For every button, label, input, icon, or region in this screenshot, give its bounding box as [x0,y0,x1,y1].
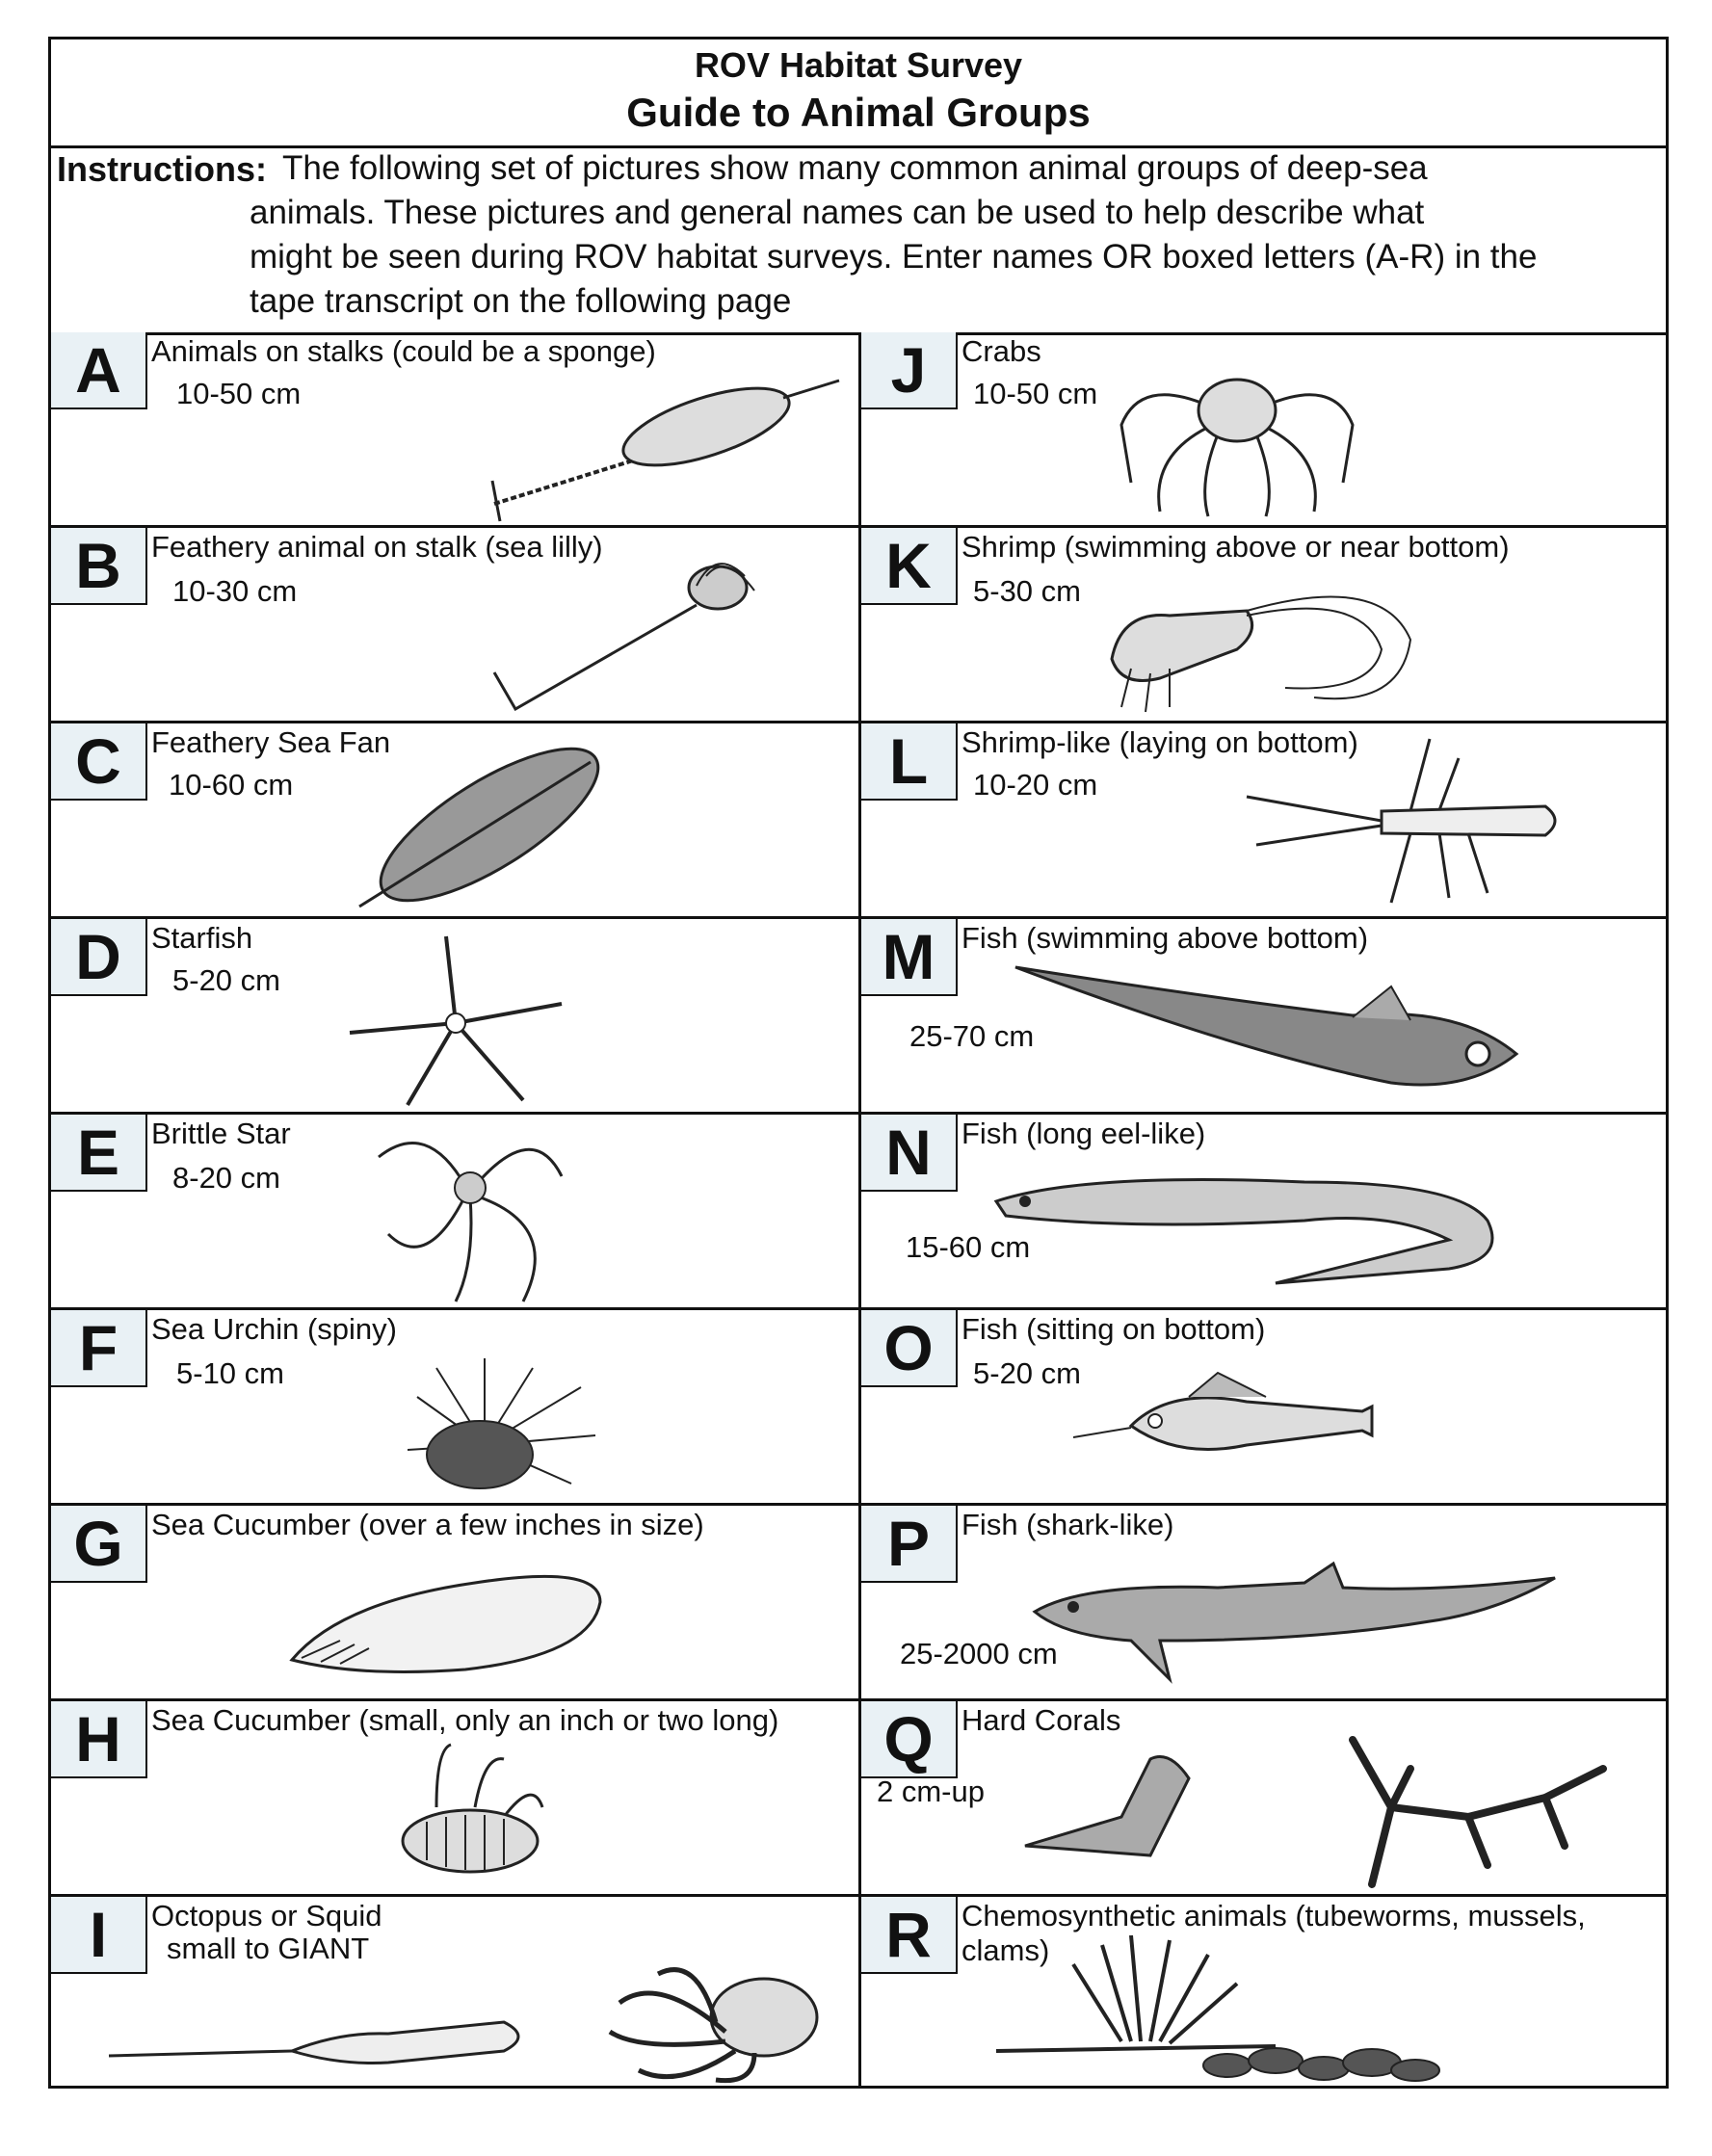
tubeworms-icon [987,1926,1449,2085]
stalked-sponge-icon [475,359,851,523]
group-name: Fish (long eel-like) [961,1117,1206,1150]
group-size: 5-20 cm [973,1356,1081,1390]
group-name: Sea Cucumber (over a few inches in size) [151,1508,704,1541]
group-letter: H [51,1701,147,1778]
crab-icon [1102,338,1372,521]
group-letter: I [51,1897,147,1974]
group-name: Feathery Sea Fan [151,725,391,759]
shark-icon [1025,1554,1565,1689]
group-cell-o [861,1310,1669,1506]
group-size: clams) [961,1933,1050,1967]
group-size: 25-2000 cm [900,1637,1058,1670]
group-name: Shrimp (swimming above or near bottom) [961,530,1510,564]
sea-cucumber-small-icon [379,1740,562,1884]
group-letter: R [861,1897,958,1974]
group-name: Fish (shark-like) [961,1508,1174,1541]
animal-groups-grid [51,332,1666,2089]
group-size: 5-10 cm [176,1356,284,1390]
group-letter: K [861,528,958,605]
page-title: ROV Habitat Survey [694,45,1023,85]
instructions-label: Instructions: [57,149,268,189]
group-name: Octopus or Squid [151,1899,382,1933]
group-name: Brittle Star [151,1117,291,1150]
group-cell-k [861,528,1669,723]
group-size: small to GIANT [167,1932,370,1965]
group-cell-a [51,332,861,528]
group-cell-e [51,1115,861,1310]
group-size: 10-50 cm [973,377,1098,410]
group-cell-j [861,332,1669,528]
instructions-line-4: tape transcript on the following page [250,282,792,320]
group-cell-c [51,723,861,919]
group-size: 2 cm-up [877,1775,985,1808]
group-cell-b [51,528,861,723]
group-name: Animals on stalks (could be a sponge) [151,334,656,368]
title-box [51,39,1666,148]
group-letter: Q [861,1701,958,1778]
group-cell-m [861,919,1669,1115]
group-cell-n [861,1115,1669,1310]
group-letter: B [51,528,147,605]
group-size: 25-70 cm [909,1019,1035,1053]
bottom-fish-icon [1073,1368,1382,1474]
group-letter: N [861,1115,958,1192]
group-name: Sea Urchin (spiny) [151,1312,397,1346]
sea-urchin-icon [408,1358,600,1503]
group-name: Chemosynthetic animals (tubeworms, mussels, [961,1899,1586,1933]
group-size: 10-50 cm [176,377,302,410]
group-cell-f [51,1310,861,1506]
instructions-line-3: might be seen during ROV habitat surveys. Enter names OR boxed letters (A-R) in the [250,238,1538,276]
group-name: Feathery animal on stalk (sea lilly) [151,530,603,564]
instructions-line-2: animals. These pictures and general names can be used to help describe what [250,194,1425,231]
group-size: 10-60 cm [169,768,294,802]
guide-sheet [48,37,1669,2089]
octopus-squid-icon [99,1964,851,2085]
group-letter: M [861,919,958,996]
group-name: Fish (swimming above bottom) [961,921,1369,955]
group-size: 5-20 cm [172,963,280,997]
group-cell-p [861,1506,1669,1701]
group-letter: C [51,723,147,801]
group-cell-l [861,723,1669,919]
brittle-star-icon [369,1118,581,1306]
group-letter: P [861,1506,958,1583]
group-cell-d [51,919,861,1115]
shrimp-icon [1093,572,1420,717]
group-letter: E [51,1115,147,1192]
instructions-line-1: The following set of pictures show many common animal groups of deep-sea [282,149,1428,187]
group-size: 5-30 cm [973,574,1081,608]
group-cell-g [51,1506,861,1701]
group-name: Crabs [961,334,1041,368]
group-letter: J [861,332,958,409]
starfish-icon [340,927,571,1110]
group-letter: D [51,919,147,996]
group-cell-r [861,1897,1669,2089]
group-size: 10-30 cm [172,574,298,608]
group-name: Shrimp-like (laying on bottom) [961,725,1358,759]
group-cell-i [51,1897,861,2089]
group-letter: F [51,1310,147,1387]
group-letter: A [51,332,147,409]
group-cell-q [861,1701,1669,1897]
group-letter: O [861,1310,958,1387]
sea-cucumber-large-icon [282,1564,610,1679]
group-name: Hard Corals [961,1703,1121,1737]
instructions-box [51,145,1666,335]
sea-fan-icon [330,743,619,916]
group-name: Fish (sitting on bottom) [961,1312,1266,1346]
page-subtitle: Guide to Animal Groups [626,90,1091,135]
group-size: 10-20 cm [973,768,1098,802]
group-letter: L [861,723,958,801]
group-name: Sea Cucumber (small, only an inch or two long) [151,1703,779,1737]
shrimp-like-icon [1237,729,1565,912]
group-letter: G [51,1506,147,1583]
group-cell-h [51,1701,861,1897]
group-size: 8-20 cm [172,1161,280,1195]
eel-icon [987,1163,1507,1288]
sea-lily-icon [465,547,774,711]
hard-coral-icon [1006,1711,1622,1889]
rattail-fish-icon [1006,958,1526,1102]
group-name: Starfish [151,921,253,955]
group-size: 15-60 cm [906,1230,1031,1264]
